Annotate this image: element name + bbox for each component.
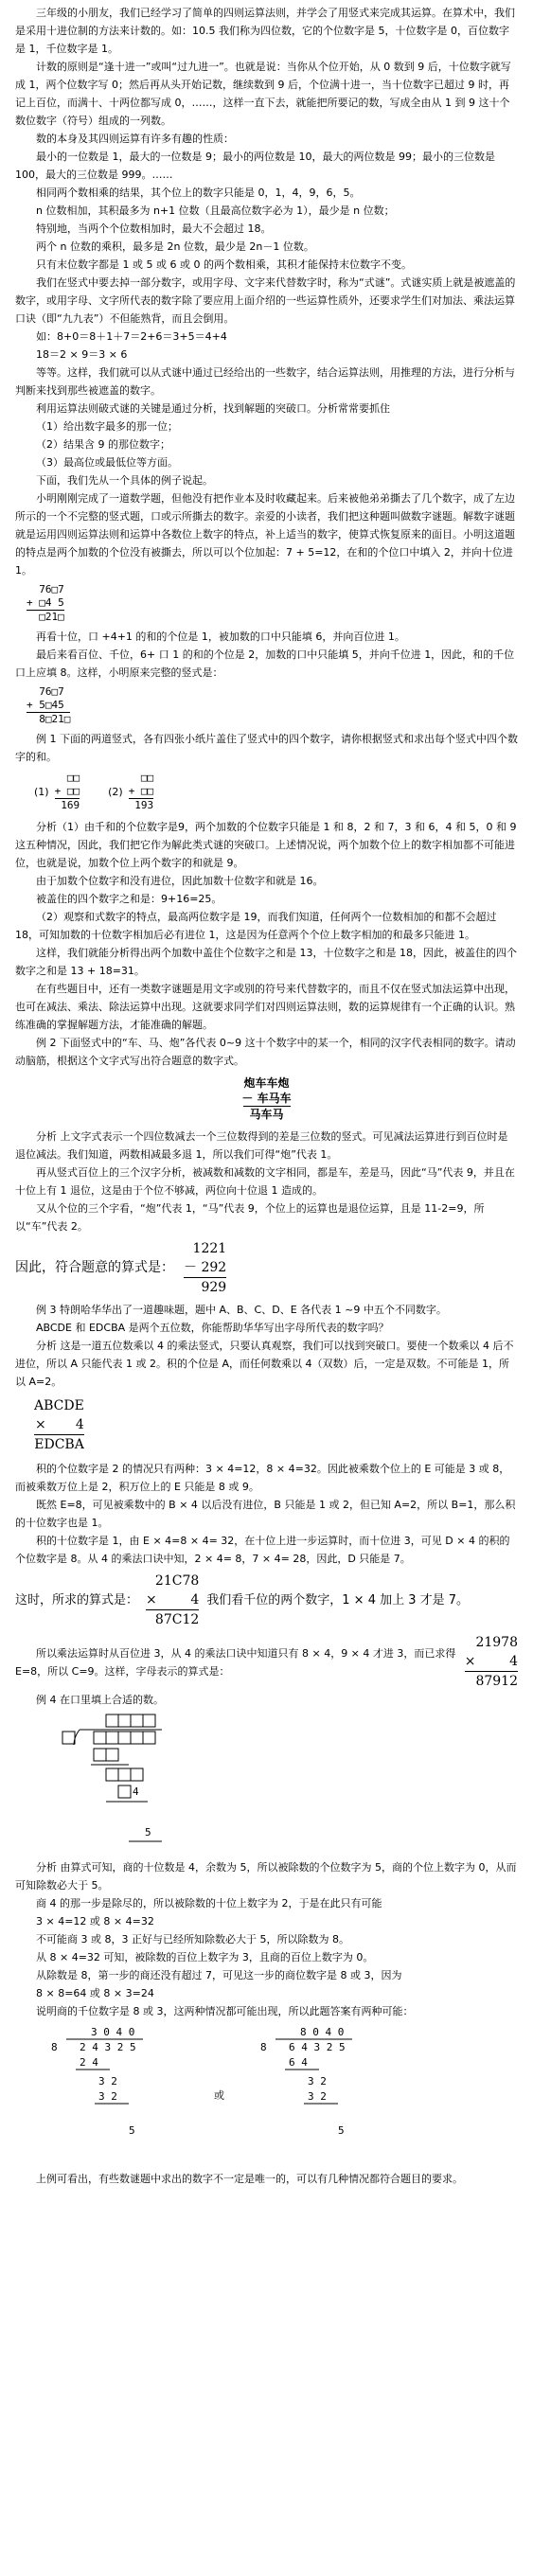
svg-text:6 4: 6 4 xyxy=(289,2056,308,2069)
para: 计数的原则是“逢十进一”或叫“过九进一”。也就是说：当你从个位开始，从 0 数到 9 后，十位数字就写成 1，两个位数字写 0；然后再从头开始记数，继续数到 9 后，个位满十进一，当十位数字已超过 9 时，再记上百位，而满十、十两位都写成 0，……，这样一直下去，就能把所要记的数，写成全由从 1 到 9 这十个数位数字（符号）组成的一列数。 xyxy=(15,61,511,127)
final-figure xyxy=(465,1633,518,1691)
para: 又从个位的三个字看，“炮”代表 1，“马”代表 9，个位上的运算也是退位运算，且是 11-2=9，所以“车”代表 2。 xyxy=(15,1202,485,1233)
svg-text:2 4: 2 4 xyxy=(80,2056,98,2069)
para: 说明商的千位数字是 8 或 3，这两种情况都可能出现，所以此题答案有两种可能： xyxy=(36,2005,414,2017)
para: 积的十位数字是 1，由 E × 4=8 × 4= 32，在十位上进一步运算时，而十位进 3，可见 D × 4 的积的个位数字是 8。从 4 的乘法口诀中知，2 × 4= 8，7 × 4= 28，因此，D 只能是 7。 xyxy=(15,1535,510,1565)
figure-row: 87912 xyxy=(465,1671,518,1691)
figure-row: 马车马 xyxy=(249,1108,284,1121)
example1-figure-a xyxy=(55,772,80,812)
figure-row: + □□ xyxy=(128,785,154,797)
division-answer-1 xyxy=(34,2024,195,2166)
para: 数的本身及其四则运算有许多有趣的性质： xyxy=(36,133,234,145)
figure-row: 76□7 xyxy=(27,583,64,595)
solution-caption: 因此，符合题意的算式是： xyxy=(15,1260,174,1275)
partial-row xyxy=(15,1572,518,1629)
figure-row: + 5□45 xyxy=(27,699,64,711)
addition-puzzle-figure xyxy=(27,583,64,624)
abcde-figure xyxy=(34,1396,84,1454)
para: 最后来看百位、千位，6+ 口 1 的和的个位是 2，加数的口中只能填 5，并向千位进 1，因此，和的千位口上应填 8。这样，小明原来完整的竖式是： xyxy=(15,648,515,679)
division-answer-2 xyxy=(243,2024,404,2166)
para: （3）最高位或最低位等方面。 xyxy=(36,456,178,469)
figure-row: 169 xyxy=(54,799,80,811)
para: 分析 上文字式表示一个四位数减去一个三位数得到的差是三位数的竖式。可见减法运算进行到百位时是退位减法。我们知道，两数相减最多退 1，所以我们可得“炮”代表 1。 xyxy=(15,1130,508,1161)
para: 小明刚刚完成了一道数学题，但他没有把作业本及时收藏起来。后来被他弟弟撕去了几个数字，成了左边所示的一个不完整的竖式题，口或示所撕去的数字。亲爱的小读者，我们把这种题叫做数字谜题。解数字谜题就是运用四则运算法则和运算中各数位上数字的特点，补上适当的数字，使算式恢复原来的面目。小明这道题的特点是两个加数的个位没有被撕去，所以可以个位加起：7 + 5=12，在和的个位口中填入 2，并向十位进 1。 xyxy=(15,492,515,577)
para: 分析（1）由千和的个位数字是9，两个加数的个位数字只能是 1 和 8，2 和 7，3 和 6，4 和 5，0 和 9 这五种情况，因此，我们把它作为解此类式谜的突破口。上述情况说，两个加数个位上的数字相加都不可能进位，也就是说，加数个位上两个数字的和就是 9。 xyxy=(15,821,517,869)
addition-solution-figure xyxy=(27,685,70,726)
para: 从 8 × 4=32 可知，被除数的百位上数字为 3，且商的百位上数字为 0。 xyxy=(36,1951,374,1963)
figure-row: □□ xyxy=(54,772,80,784)
para: 从除数是 8，第一步的商还没有超过 7，可见这一步的商位数字是 8 或 3，因为 xyxy=(36,1969,402,1981)
figure-label: (1) xyxy=(34,786,49,798)
svg-text:8: 8 xyxy=(260,2041,267,2053)
partial-figure xyxy=(146,1572,199,1629)
figure-row: 21978 xyxy=(475,1635,518,1650)
remainder-value: 5 xyxy=(338,2124,345,2137)
para: 如：8+0＝8＋1＋7＝2+6＝3+5＝4+4 xyxy=(36,330,227,343)
figure-row: × 4 xyxy=(35,1417,84,1432)
dividend-boxes xyxy=(94,1732,155,1744)
para: 被盖住的四个数字之和是：9+16=25。 xyxy=(36,893,222,905)
document xyxy=(8,0,525,2188)
figure-row: + □□ xyxy=(54,785,80,797)
quotient-boxes xyxy=(106,1714,155,1727)
figure-row: 8□21□ xyxy=(27,713,71,725)
figure-row: EDCBA xyxy=(34,1434,84,1454)
figure-row: × 4 xyxy=(146,1592,200,1608)
para: （1）给出数字最多的那一位； xyxy=(36,420,178,433)
figure-row: + □4 5 xyxy=(27,596,64,609)
svg-text:8: 8 xyxy=(51,2041,58,2053)
para: 最小的一位数是 1，最大的一位数是 9；最小的两位数是 10，最大的两位数是 99；最小的三位数是 100，最大的三位数是 999。…… xyxy=(15,151,495,181)
solution-row xyxy=(15,1239,518,1297)
para: 所以乘法运算时从百位进 3，从 4 的乘法口诀中知道只有 8 × 4，9 × 4 才进 3，而已求得 E=8，所以 C=9。这样，字母表示的算式是： xyxy=(15,1646,456,1678)
example1-figure-b xyxy=(129,772,154,812)
svg-text:4: 4 xyxy=(133,1785,139,1798)
para: 例 2 下面竖式中的“车、马、炮”各代表 0~9 这十个数字中的某一个，相同的汉字代表相同的数字。请动动脑筋，根据这个文字式写出符合题意的数字式。 xyxy=(15,1037,516,1067)
long-division-puzzle xyxy=(44,1713,214,1855)
svg-text:3 2: 3 2 xyxy=(308,2090,327,2103)
remainder-value: 5 xyxy=(129,2124,135,2137)
para: 只有末位数字都是 1 或 5 或 6 或 0 的两个数相乘，其积才能保持末位数字不变。 xyxy=(36,258,412,271)
partial-note: 我们看千位的两个数字，1 × 4 加上 3 才是 7。 xyxy=(206,1593,470,1608)
para: 我们在竖式中要去掉一部分数字，或用字母、文字来代替数字时，称为“式谜”。式谜实质上就是被遮盖的数字，或用字母、文字所代表的数字除了要应用上面介绍的一些运算性质外，还要求学生们对加法、乘法运算口诀（即“九九表”）不但能熟背，而且会倒用。 xyxy=(15,276,516,325)
para: 两个 n 位数的乘积，最多是 2n 位数，最少是 2n－1 位数。 xyxy=(36,240,314,253)
svg-text:8 0 4 0: 8 0 4 0 xyxy=(300,2026,345,2038)
para: 三年级的小朋友，我们已经学习了简单的四则运算法则，并学会了用竖式来完成其运算。在算术中，我们是采用十进位制的方法来计数的。如：10.5 我们称为四位数，它的个位数字是 5，十位数字是 0，百位数字是 1，千位数字是 1。 xyxy=(15,7,515,55)
figure-row: 21C78 xyxy=(154,1573,200,1589)
partial-caption: 这时，所求的算式是： xyxy=(15,1593,139,1608)
figure-row: 87C12 xyxy=(146,1609,199,1629)
para: 在有些题目中，还有一类数字谜题是用文字或别的符号来代替数字的，而且不仅在竖式加法运算中出现，也可在减法、乘法、除法运算中出现。这就要求同学们对四则运算法则，数的运算规律有一个正确的认识。熟练准确的掌握解题方法，才能准确的解题。 xyxy=(15,983,515,1031)
svg-text:3 0 4 0: 3 0 4 0 xyxy=(91,2026,135,2038)
figure-row: × 4 xyxy=(464,1654,518,1669)
para: 下面，我们先从一个具体的例子说起。 xyxy=(36,474,213,487)
para: 不可能商 3 或 8，3 正好与已经所知除数必大于 5，所以除数为 8。 xyxy=(36,1933,349,1945)
para: （2）观察和式数字的特点，最高两位数字是 19，而我们知道，任何两个一位数相加的和都不会超过 18，可知加数的十位数字相加后必有进位 1，这是因为任意两个个位上数字相加的和最多只能进 1。 xyxy=(15,911,497,941)
para: 由于加数个位数字和没有进位，因此加数十位数字和就是 16。 xyxy=(36,875,324,887)
figure-row: 929 xyxy=(184,1277,226,1297)
para: 18＝2 × 9＝3 × 6 xyxy=(36,348,128,361)
para: 相同两个数相乘的结果，其个位上的数字只能是 0，1，4，9，6，5。 xyxy=(36,187,361,199)
division-answers xyxy=(34,2024,518,2166)
para: 积的个位数字是 2 的情况只有两种：3 × 4=12，8 × 4=32。因此被乘数个位上的 E 可能是 3 或 8，而被乘数万位上是 2，积万位上的 E 只能是 8 或 9。 xyxy=(15,1463,510,1493)
para: 8 × 8=64 或 8 × 3=24 xyxy=(36,1987,154,1999)
para: 例 1 下面的两道竖式，各有四张小纸片盖住了竖式中的四个数字，请你根据竖式和求出每个竖式中四个数字的和。 xyxy=(15,733,518,763)
para: 分析 由算式可知，商的十位数是 4，余数为 5，所以被除数的个位数字为 5，商的个位上数字为 0，从而可知除数必大于 5。 xyxy=(15,1861,517,1892)
figure-row: 193 xyxy=(128,799,154,811)
para: 分析 这是一道五位数乘以 4 的乘法竖式，只要认真观察，我们可以找到突破口。要使一个数乘以 4 后不进位，所以 A 只能代表 1 或 2。积的个位是 A，而任何数乘以 4（双数）后，一定是双数。不可能是 1，所以 A=2。 xyxy=(15,1340,514,1388)
para: n 位数相加，其积最多为 n+1 位数（且最高位数字必为 1），最少是 n 位数； xyxy=(36,204,395,217)
para: 再从竖式百位上的三个汉字分析，被减数和减数的文字相同，都是车，差是马，因此“马”代表 9，并且在十位上有 1 退位，这是由于个位不够减，两位向十位退 1 造成的。 xyxy=(15,1166,515,1197)
svg-text:6 4 3 2 5: 6 4 3 2 5 xyxy=(289,2041,346,2053)
example1-figures xyxy=(34,772,518,812)
chinese-character-puzzle xyxy=(15,1075,518,1122)
para: 例 3 特朗哈华华出了一道趣味题，题中 A、B、C、D、E 各代表 1 ~9 中五个不同数字。 xyxy=(36,1304,447,1316)
solution-figure xyxy=(184,1239,226,1297)
para: 3 × 4=12 或 8 × 4=32 xyxy=(36,1915,154,1928)
para: 等等。这样，我们就可以从式谜中通过已经给出的一些数字，结合运算法则，用推理的方法，进行分析与判断来找到那些被遮盖的数字。 xyxy=(15,366,515,397)
para: 商 4 的那一步是除尽的，所以被除数的十位上数字为 2，于是在此只有可能 xyxy=(36,1897,382,1910)
para: 既然 E=8，可见被乘数中的 B × 4 以后没有进位，B 只能是 1 或 2，但已知 A=2，所以 B=1，那么积的十位数字也是 1。 xyxy=(15,1499,516,1529)
figure-row: 76□7 xyxy=(27,685,64,698)
para: 利用运算法则破式谜的关键是通过分析，找到解题的突破口。分析常常要抓住 xyxy=(36,402,390,415)
figure-row: － 292 xyxy=(184,1260,227,1275)
para: 上例可看出，有些数谜题中求出的数字不一定是唯一的，可以有几种情况都符合题目的要求。 xyxy=(36,2173,463,2185)
final-row xyxy=(15,1633,518,1691)
svg-text:3 2: 3 2 xyxy=(98,2075,117,2087)
divisor-box xyxy=(62,1732,75,1744)
para: 再看十位，口 +4+1 的和的个位是 1，被加数的口中只能填 6，并向百位进 1。 xyxy=(36,631,405,643)
figure-row: 1221 xyxy=(192,1241,227,1256)
para: 这样，我们就能分析得出两个加数中盖住个位数字之和是 13，十位数字之和是 18，因此，被盖住的四个数字之和是 13 + 18=31。 xyxy=(15,947,517,977)
para: ABCDE 和 EDCBA 是两个五位数，你能帮助华华写出字母所代表的数字吗？ xyxy=(36,1322,389,1334)
figure-row: 炮车车炮 xyxy=(243,1076,290,1090)
figure-row: □□ xyxy=(128,772,154,784)
svg-text:3 2: 3 2 xyxy=(308,2075,327,2087)
para: （2）结果含 9 的那位数字； xyxy=(36,438,170,451)
para: 例 4 在口里填上合适的数。 xyxy=(36,1694,164,1706)
or-label: 或 xyxy=(214,2088,224,2102)
figure-row: － 车马车 xyxy=(241,1092,292,1105)
figure-row: □21□ xyxy=(27,611,64,623)
para: 特别地，当两个个位数相加时，最大不会超过 18。 xyxy=(36,222,272,235)
svg-text:2 4 3 2 5: 2 4 3 2 5 xyxy=(80,2041,136,2053)
figure-label: (2) xyxy=(108,786,123,798)
remainder-value: 5 xyxy=(145,1826,151,1839)
svg-text:3 2: 3 2 xyxy=(98,2090,117,2103)
figure-row: ABCDE xyxy=(34,1398,84,1413)
